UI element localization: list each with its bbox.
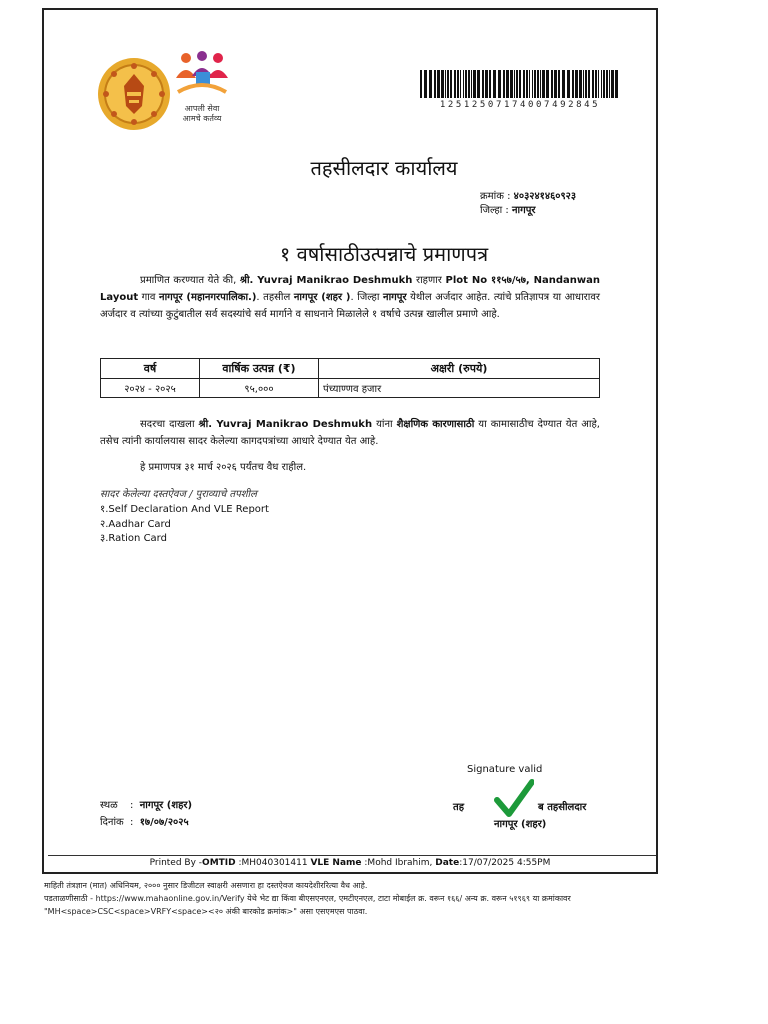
barcode-bar: [441, 70, 444, 98]
barcode-bar: [532, 70, 533, 98]
barcode-bar: [598, 70, 599, 98]
barcode-bar: [615, 70, 618, 98]
barcode-bar: [482, 70, 484, 98]
signatory-city: नागपूर (शहर): [494, 819, 547, 830]
barcode-number: 12512507174007492845: [439, 100, 601, 110]
barcode-bar: [468, 70, 470, 98]
barcode-bar: [489, 70, 491, 98]
barcode-bar: [546, 70, 549, 98]
date-label: दिनांक: [100, 817, 124, 828]
barcode-bar: [485, 70, 488, 98]
barcode-bar: [457, 70, 459, 98]
barcode-bar: [542, 70, 545, 98]
barcode-bar: [437, 70, 440, 98]
district-value: नागपूर: [511, 205, 536, 216]
barcode-bar: [450, 70, 452, 98]
validity-statement: हे प्रमाणपत्र ३१ मार्च २०२६ पर्यंतच वैध राहील.: [140, 462, 307, 473]
barcode-bar: [424, 70, 427, 98]
list-item: ३.Ration Card: [100, 533, 167, 544]
income-table: [100, 358, 600, 398]
signatory-title: ब तहसीलदार: [538, 802, 587, 813]
amount-words-cell: पंच्याण्णव हजार: [319, 379, 600, 398]
barcode-bar: [447, 70, 449, 98]
signature-valid-label: Signature valid: [467, 764, 543, 775]
barcode-bar: [534, 70, 536, 98]
footnote-line: माहिती तंत्रज्ञान (मात) अधिनियम, २००० नुसार डिजीटल स्वाक्षरी असणारा हा दस्तऐवज कायदेशीररित्या वैध आहे.: [44, 881, 368, 890]
barcode-bar: [551, 70, 553, 98]
barcode-bar: [609, 70, 610, 98]
barcode-bar: [434, 70, 436, 98]
barcode-bar: [554, 70, 557, 98]
barcode-bar: [572, 70, 574, 98]
barcode-bar: [540, 70, 541, 98]
reference-block: [480, 190, 576, 218]
certificate-paragraph-2: सदरचा दाखला श्री. Yuvraj Manikrao Deshmukh यांना शैक्षणिक कारणासाठी या कामासाठीच देण्यात येत आहे, तसेच त्यांनी कार्यालयास सादर केलेल्या कागदपत्रांच्या आधारे देण्यात येत आहे.: [100, 419, 600, 447]
omtid-label: OMTID: [202, 858, 236, 868]
seva-tagline: आमचे कर्तव्य: [182, 114, 222, 123]
place-value: नागपूर (शहर): [139, 800, 193, 811]
barcode-bar: [429, 70, 432, 98]
barcode-bar: [498, 70, 501, 98]
barcode-bar: [493, 70, 496, 98]
barcode-bar: [595, 70, 597, 98]
purpose: शैक्षणिक कारणासाठी: [396, 419, 475, 430]
barcode-bar: [583, 70, 584, 98]
footnote: [44, 879, 664, 918]
barcode-bar: [567, 70, 570, 98]
place-date-block: स्थळ : नागपूर (शहर) दिनांक : १७/०७/२०२५: [100, 797, 192, 831]
year-cell: २०२४ - २०२५: [101, 379, 200, 398]
barcode-bar: [477, 70, 480, 98]
state-emblem-logo: [96, 56, 172, 132]
barcode-bar: [592, 70, 594, 98]
office-title: तहसीलदार कार्यालय: [310, 156, 458, 180]
vle-label: VLE Name: [310, 858, 362, 868]
barcode-bar: [463, 70, 464, 98]
barcode-bar: [514, 70, 515, 98]
barcode-bar: [526, 70, 528, 98]
seva-tagline: आपली सेवा: [184, 104, 220, 113]
barcode-bar: [558, 70, 560, 98]
list-item: २.Aadhar Card: [100, 518, 171, 530]
barcode-bar: [503, 70, 505, 98]
barcode-bar: [519, 70, 521, 98]
barcode-bar: [606, 70, 608, 98]
barcode-bar: [579, 70, 582, 98]
certificate-title: १ वर्षासाठीउत्पन्नाचे प्रमाणपत्र: [279, 242, 489, 266]
list-item: १.Self Declaration And VLE Report: [100, 504, 269, 515]
village: नागपूर (महानगरपालिका.): [159, 292, 257, 303]
barcode-bar: [585, 70, 587, 98]
barcode-bar: [601, 70, 602, 98]
barcode-bar: [473, 70, 476, 98]
column-header: वार्षिक उत्पन्न (₹): [200, 359, 319, 379]
barcode-bar: [454, 70, 456, 98]
documents-heading: सादर केलेल्या दस्तऐवज / पुराव्याचे तपशील: [100, 489, 257, 500]
district: नागपूर: [383, 292, 407, 303]
barcode-bar: [516, 70, 518, 98]
number-label: क्रमांक :: [480, 191, 511, 202]
certificate-paragraph-1: प्रमाणित करण्यात येते की, श्री. Yuvraj Manikrao Deshmukh राहणार Plot No ११५७/५७, Nandanwan Layout गाव नागपूर (महानगरपालिका.). तहसील नागपूर (शहर ). जिल्हा नागपूर येथील अर्जदार आहेत. त्यांचे प्रतिज्ञापत्र या आधारावर अर्जदार व त्यांच्या कुटुंबातील सर्व सदस्यांचे सर्व मार्गाने व साधनाने मिळालेले १ वर्षाचे उत्पन्न खालील प्रमाणे आहे.: [100, 275, 600, 320]
divider: [48, 855, 656, 856]
column-header: अक्षरी (रुपये): [319, 359, 600, 379]
income-cell: ९५,०००: [200, 379, 319, 398]
barcode-bar: [465, 70, 467, 98]
barcode-bar: [460, 70, 461, 98]
applicant-name: श्री. Yuvraj Manikrao Deshmukh: [198, 419, 373, 430]
barcode-bar: [611, 70, 614, 98]
barcode-bar: [529, 70, 530, 98]
district-label: जिल्हा :: [480, 205, 509, 216]
documents-list: [100, 503, 269, 547]
barcode-bar: [445, 70, 446, 98]
certificate-number: ४०३२४१४६०९२३: [513, 191, 577, 202]
barcode-bar: [562, 70, 565, 98]
tahsil: नागपूर (शहर ): [293, 292, 351, 303]
barcode-bar: [506, 70, 509, 98]
checkmark-icon: [494, 778, 534, 818]
applicant-address: Plot No ११५७/५७, Nandanwan Layout: [100, 275, 600, 303]
barcode: [420, 70, 620, 98]
printed-by-line: Printed By -OMTID :MH040301411 VLE Name :Mohd Ibrahim, Date:17/07/2025 4:55PM: [149, 858, 551, 868]
barcode-bar: [420, 70, 422, 98]
date-value: १७/०७/२०२५: [139, 817, 189, 828]
barcode-bar: [471, 70, 472, 98]
signatory-prefix: तह: [453, 802, 465, 813]
table-row: [101, 379, 600, 398]
barcode-bar: [575, 70, 578, 98]
barcode-bar: [603, 70, 605, 98]
footnote-line: पडताळणीसाठी - https://www.mahaonline.gov.in/Verify येथे भेट द्या किंवा बीएसएनएल, एमटीएनएल, टाटा मोबाईल क्र. वरून १६६/ अन्य क्र. वरून ५१९६९ या क्रमांकावर: [44, 894, 571, 903]
barcode-bar: [523, 70, 525, 98]
date-label: Date: [435, 858, 460, 868]
barcode-bar: [537, 70, 539, 98]
column-header: वर्ष: [101, 359, 200, 379]
footnote-line: "MH<space>CSC<space>VRFY<space><२० अंकी बारकोड क्रमांक>" असा एसएमएस पाठवा.: [44, 907, 368, 916]
applicant-name: श्री. Yuvraj Manikrao Deshmukh: [239, 275, 413, 286]
barcode-bar: [510, 70, 513, 98]
barcode-bar: [588, 70, 590, 98]
place-label: स्थळ: [100, 800, 118, 811]
aapli-seva-logo: [170, 48, 234, 132]
people-icon: [172, 48, 232, 100]
